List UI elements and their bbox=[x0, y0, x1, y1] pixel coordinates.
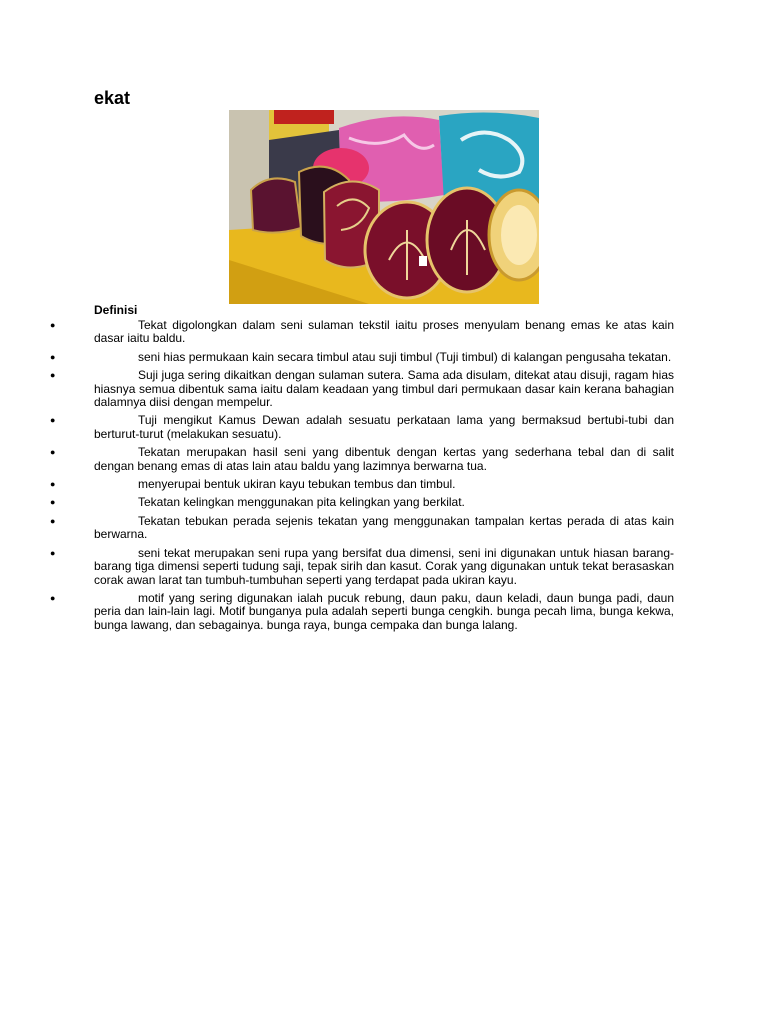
list-item bbox=[50, 368, 674, 410]
list-item bbox=[50, 349, 674, 364]
list-item bbox=[50, 495, 674, 510]
list-item bbox=[50, 318, 674, 346]
list-item-text: seni tekat merupakan seni rupa yang bersifat dua dimensi, seni ini digunakan untuk hiasan barang-barang tiga dimensi seperti tudung saji, tepak sirih dan kasut. Corak yang digunakan untuk tekat berasaskan corak awan larat tan tumbuh-tumbuhan seperti yang terdapat pada ukiran kayu. bbox=[94, 545, 674, 587]
bullet-icon: ● bbox=[50, 547, 56, 558]
list-item-text: seni hias permukaan kain secara timbul atau suji timbul (Tuji timbul) di kalangan pengusaha tekatan. bbox=[138, 349, 672, 364]
definition-list bbox=[50, 318, 674, 637]
list-item-text: Suji juga sering dikaitkan dengan sulaman sutera. Sama ada disulam, ditekat atau disuji, ragam hias hiasnya semua dibentuk sama iaitu dalam keadaan yang timbul dari permukaan dasar kain kerana bahagian dalamnya diisi dengan mempelur. bbox=[94, 368, 674, 410]
list-item bbox=[50, 545, 674, 587]
section-heading: Definisi bbox=[94, 303, 138, 317]
bullet-icon: ● bbox=[50, 479, 56, 490]
bullet-icon: ● bbox=[50, 515, 56, 526]
bullet-icon: ● bbox=[50, 415, 56, 426]
list-item bbox=[50, 477, 674, 492]
list-item bbox=[50, 513, 674, 542]
list-item-text: Tuji mengikut Kamus Dewan adalah sesuatu perkataan lama yang bermaksud bertubi-tubi dan berturut-turut (melakukan sesuatu). bbox=[94, 413, 674, 441]
bullet-icon: ● bbox=[50, 351, 56, 362]
list-item-text: Tekatan kelingkan menggunakan pita kelingkan yang berkilat. bbox=[138, 495, 465, 510]
page-title: ekat bbox=[94, 88, 131, 108]
list-item bbox=[50, 590, 674, 632]
list-item-text: menyerupai bentuk ukiran kayu tebukan tembus dan timbul. bbox=[138, 477, 456, 492]
list-item-text: Tekatan tebukan perada sejenis tekatan yang menggunakan tampalan kertas perada di atas kain berwarna. bbox=[94, 513, 674, 542]
bullet-icon: ● bbox=[50, 447, 56, 458]
bullet-icon: ● bbox=[50, 370, 56, 381]
bullet-icon: ● bbox=[50, 497, 56, 508]
embroidered-cushions-photo bbox=[229, 110, 539, 304]
bullet-icon: ● bbox=[50, 320, 56, 330]
bullet-icon: ● bbox=[50, 592, 56, 603]
list-item-text: motif yang sering digunakan ialah pucuk rebung, daun paku, daun keladi, daun bunga padi, daun peria dan lain-lain lagi. Motif bunganya pula adalah seperti bunga cengkih. bunga pecah lima, bunga kekwa, bunga lawang, dan sebagainya. bunga raya, bunga cempaka dan bunga lalang. bbox=[94, 590, 674, 632]
list-item bbox=[50, 413, 674, 441]
list-item-text: Tekatan merupakan hasil seni yang dibentuk dengan kertas yang sederhana tebal dan di salit dengan benang emas di atas lain atau baldu yang lazimnya berwarna tua. bbox=[94, 445, 674, 473]
list-item bbox=[50, 445, 674, 473]
list-item-text: Tekat digolongkan dalam seni sulaman tekstil iaitu proses menyulam benang emas ke atas kain dasar iaitu baldu. bbox=[94, 318, 674, 346]
